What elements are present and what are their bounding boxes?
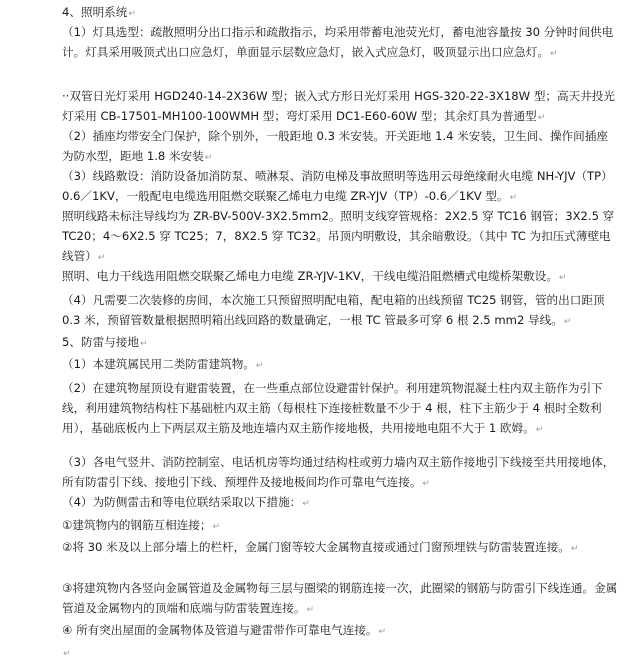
empty-paragraph (62, 642, 618, 664)
paragraph-sockets: （2）插座均带安全门保护，除个别外，一般距地 0.3 米安装。开关距地 1.4 米安装，卫生间、操作间插座为防水型，距地 1.8 米安装↵ (62, 129, 608, 163)
paragraph-roof-protection: （2）在建筑物屋顶设有避雷装置，在一些重点部位设避雷针保护。利用建筑物混凝土柱内双主筋作为引下线，利用建筑物结构柱下基础桩内双主筋（每根柱下连接桩数量不少于 4 根，柱下主筋少于 4 根时全数利用），基础底板内上下两层双主筋及地连墙内双主筋作接地极，共用接地电阻不大于 1 欧姆。↵ (62, 381, 603, 435)
paragraph-side-strike-measures: （4）为防侧雷击和等电位联结采取以下措施：↵ (62, 495, 310, 509)
paragraph-mark: ↵ (537, 113, 546, 123)
paragraph-trunk-cable: 照明、电力干线选用阻燃交联聚乙烯电力电缆 ZR-YJV-1KV，干线电缆沿阻燃槽式电缆桥架敷设。↵ (62, 269, 567, 283)
measure-item-4: ④ 所有突出屋面的金属物体及管道与避雷带作可靠电气连接。↵ (62, 623, 387, 637)
paragraph-mark: ↵ (212, 522, 221, 532)
paragraph-secondary-decoration: （4）凡需要二次装修的房间，本次施工只预留照明配电箱，配电箱的出线预留 TC25 钢管，管的出口距顶 0.3 米，预留管数量根据照明箱出线回路的数量确定，一根 TC 管最多可穿 6 根 2.5 mm2 导线。↵ (62, 293, 605, 327)
paragraph-mark: ↵ (549, 49, 558, 59)
paragraph-mark: ↵ (302, 499, 310, 509)
paragraph-lighting-wiring: 照明线路未标注导线均为 ZR-BV-500V-3X2.5mm2。照明支线穿管规格：2X2.5 穿 TC16 钢管；3X2.5 穿 TC20；4～6X2.5 穿 TC25；7，8X2.5 穿 TC32。吊顶内明敷设，其余暗敷设。（其中 TC 为扣压式薄壁电线管）↵ (62, 209, 615, 263)
paragraph-mark: ↵ (139, 339, 148, 349)
heading-lighting-system: 4、照明系统↵ (62, 5, 136, 19)
paragraph-mark: ↵ (563, 317, 572, 327)
paragraph-mark: ↵ (97, 253, 106, 263)
paragraph-mark: ↵ (204, 153, 213, 163)
paragraph-lamp-selection: （1）灯具选型：疏散照明分出口指示和疏散指示，均采用带蓄电池荧光灯，蓄电池容量按 30 分钟时间供电计。灯具采用吸顶式出口应急灯，单面显示层数应急灯，嵌入式应急灯，吸顶显示出口应急灯。↵ (62, 25, 614, 59)
paragraph-lamp-models: ··双管日光灯采用 HGD240-14-2X36W 型；嵌入式方形日光灯采用 HGS-320-22-3X18W 型；高天井投光灯采用 CB-17501-MH100-100WMH 型；弯灯采用 DC1-E60-60W 型；其余灯具为普通型↵ (62, 89, 615, 123)
measure-item-1: ①建筑物内的钢筋互相连接；↵ (62, 518, 221, 532)
paragraph-shaft-grounding: （3）各电气竖井、消防控制室、电话机房等均通过结构柱或剪力墙内双主筋作接地引下线接至共用接地体，所有防雷引下线、接地引下线、预埋件及接地极间均作可靠电气连接。↵ (62, 455, 615, 489)
paragraph-protection-class: （1）本建筑属民用二类防雷建筑物。↵ (62, 357, 264, 371)
paragraph-cable-laying: （3）线路敷设：消防设备加消防泵、喷淋泵、消防电梯及事故照明等选用云母绝缘耐火电缆 NH-YJV（TP）0.6／1KV，一般配电电缆选用阻燃交联聚乙烯电力电缆 ZR-YJV（TP）-0.6／1KV 型。↵ (62, 169, 613, 203)
measure-item-3: ③将建筑物内各竖向金属管道及金属物每三层与圈梁的钢筋连接一次，此圈梁的钢筋与防雷引下线连通。金属管道及金属物内的顶端和底端与防雷装置连接。↵ (62, 581, 618, 615)
paragraph-mark: ↵ (306, 605, 315, 615)
paragraph-mark: ↵ (128, 9, 136, 19)
measure-item-2: ②将 30 米及以上部分墙上的栏杆，金属门窗等较大金属物直接或通过门窗预埋铁与防雷装置连接。↵ (62, 540, 579, 554)
paragraph-mark: ↵ (535, 425, 544, 435)
paragraph-mark: ↵ (63, 649, 71, 659)
paragraph-mark: ↵ (422, 479, 430, 489)
paragraph-mark: ↵ (378, 627, 387, 637)
paragraph-mark: ↵ (255, 361, 264, 371)
paragraph-mark: ↵ (509, 193, 518, 203)
paragraph-mark: ↵ (570, 544, 579, 554)
paragraph-mark: ↵ (558, 273, 567, 283)
heading-lightning-grounding: 5、防雷与接地↵ (62, 335, 148, 349)
